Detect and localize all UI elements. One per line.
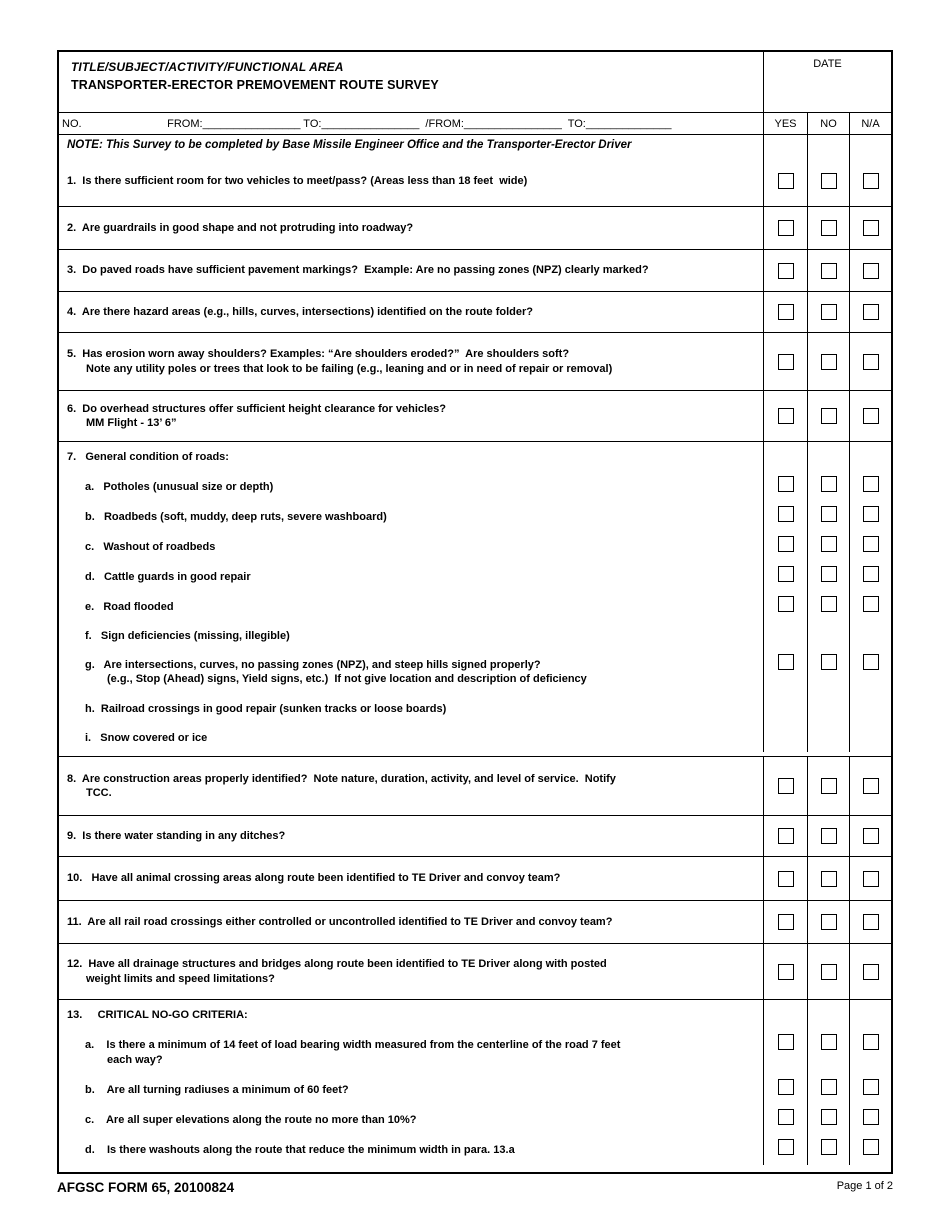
date-field[interactable]: DATE <box>763 52 891 112</box>
checkbox-5-yes[interactable] <box>778 354 794 370</box>
item-13-yes-cell <box>763 1000 807 1030</box>
item-5-yes-cell <box>763 333 807 390</box>
item-13a-yes-cell <box>763 1030 807 1075</box>
item-7a-yes-cell <box>763 472 807 502</box>
form-row-q2 <box>59 207 891 250</box>
item-13-text: 13. CRITICAL NO-GO CRITERIA: <box>67 1008 248 1021</box>
item-7b-yes-cell <box>763 502 807 532</box>
item-13b-text: b. Are all turning radiuses a minimum of 60 feet? <box>85 1083 349 1096</box>
form-row-q4 <box>59 292 891 333</box>
checkbox-7a-na[interactable] <box>863 476 879 492</box>
page-number: Page 1 of 2 <box>836 1180 893 1192</box>
form-item-7 <box>59 442 891 472</box>
checkbox-13b-na[interactable] <box>863 1079 879 1095</box>
item-7f-na-cell <box>849 622 891 650</box>
checkbox-8-yes[interactable] <box>778 778 794 794</box>
checkbox-7g-yes[interactable] <box>778 654 794 670</box>
checkbox-5-na[interactable] <box>863 354 879 370</box>
checkbox-8-no[interactable] <box>821 778 837 794</box>
form-item-12 <box>59 944 891 999</box>
item-7i-no-cell <box>807 724 849 752</box>
checkbox-7d-no[interactable] <box>821 566 837 582</box>
form-row-q6 <box>59 391 891 442</box>
form-item-1 <box>59 156 891 206</box>
item-7e-na-cell <box>849 592 891 622</box>
item-7b-na-cell <box>849 502 891 532</box>
item-7d-text: d. Cattle guards in good repair <box>85 570 251 583</box>
form-item-3 <box>59 250 891 291</box>
item-1-na-cell <box>849 156 891 206</box>
checkbox-7c-no[interactable] <box>821 536 837 552</box>
route-from-to-line[interactable]: NO. FROM:________________ TO:________________ /FROM:________________ TO:______________ <box>62 117 672 130</box>
checkbox-8-na[interactable] <box>863 778 879 794</box>
checkbox-10-yes[interactable] <box>778 871 794 887</box>
item-13c-text: c. Are all super elevations along the route no more than 10%? <box>85 1113 417 1126</box>
form-item-7c <box>59 532 891 562</box>
form-item-7i <box>59 724 891 752</box>
checkbox-6-no[interactable] <box>821 408 837 424</box>
item-7a-na-cell <box>849 472 891 502</box>
item-7c-yes-cell <box>763 532 807 562</box>
item-2-no-cell <box>807 207 849 249</box>
checkbox-13a-na[interactable] <box>863 1034 879 1050</box>
form-title: TRANSPORTER-ERECTOR PREMOVEMENT ROUTE SURVEY <box>71 78 439 92</box>
form-item-6 <box>59 391 891 441</box>
item-note-text: NOTE: This Survey to be completed by Base Missile Engineer Office and the Transporter-Erector Driver <box>67 139 632 151</box>
item-1-yes-cell <box>763 156 807 206</box>
item-10-no-cell <box>807 857 849 900</box>
checkbox-7g-na[interactable] <box>863 654 879 670</box>
checkbox-7c-na[interactable] <box>863 536 879 552</box>
item-5-na-cell <box>849 333 891 390</box>
form-row-q11 <box>59 901 891 944</box>
item-3-no-cell <box>807 250 849 291</box>
item-7d-na-cell <box>849 562 891 592</box>
item-13-no-cell <box>807 1000 849 1030</box>
item-7c-na-cell <box>849 532 891 562</box>
checkbox-12-na[interactable] <box>863 964 879 980</box>
form-item-11 <box>59 901 891 943</box>
column-header-no: NO <box>807 113 849 134</box>
item-13b-yes-cell <box>763 1075 807 1105</box>
form-row-q9 <box>59 816 891 857</box>
checkbox-9-na[interactable] <box>863 828 879 844</box>
form-row-q1 <box>59 156 891 207</box>
item-7i-yes-cell <box>763 724 807 752</box>
item-8-yes-cell <box>763 757 807 815</box>
item-9-na-cell <box>849 816 891 856</box>
form-item-13d <box>59 1135 891 1165</box>
item-7h-text: h. Railroad crossings in good repair (sunken tracks or loose boards) <box>85 702 447 715</box>
item-7i-na-cell <box>849 724 891 752</box>
form-item-7d <box>59 562 891 592</box>
form-row-q7 <box>59 442 891 757</box>
form-item-13b <box>59 1075 891 1105</box>
item-13a-na-cell <box>849 1030 891 1075</box>
item-13d-text: d. Is there washouts along the route that reduce the minimum width in para. 13.a <box>85 1143 515 1156</box>
item-13d-no-cell <box>807 1135 849 1165</box>
checkbox-4-yes[interactable] <box>778 304 794 320</box>
checkbox-7g-no[interactable] <box>821 654 837 670</box>
item-7a-no-cell <box>807 472 849 502</box>
form-row-q5 <box>59 333 891 391</box>
item-note-yes-cell <box>763 135 807 156</box>
checkbox-11-na[interactable] <box>863 914 879 930</box>
form-item-10 <box>59 857 891 900</box>
item-4-no-cell <box>807 292 849 332</box>
route-survey-form <box>57 50 893 1174</box>
item-13c-na-cell <box>849 1105 891 1135</box>
item-7g-text: g. Are intersections, curves, no passing zones (NPZ), and steep hills signed properly? (e.g., Stop (Ahead) signs, Yield signs, etc.) If not give location and description of deficiency <box>85 658 587 686</box>
item-2-yes-cell <box>763 207 807 249</box>
item-9-yes-cell <box>763 816 807 856</box>
item-13c-no-cell <box>807 1105 849 1135</box>
item-11-text: 11. Are all rail road crossings either controlled or uncontrolled identified to TE Driver and convoy team? <box>67 915 613 928</box>
item-11-yes-cell <box>763 901 807 943</box>
form-footer <box>57 1180 893 1195</box>
form-row-q13 <box>59 1000 891 1172</box>
checkbox-4-no[interactable] <box>821 304 837 320</box>
item-4-na-cell <box>849 292 891 332</box>
column-header-yes: YES <box>763 113 807 134</box>
form-row-q3 <box>59 250 891 292</box>
form-row-q8 <box>59 757 891 816</box>
form-item-5 <box>59 333 891 390</box>
checkbox-7e-no[interactable] <box>821 596 837 612</box>
checkbox-12-no[interactable] <box>821 964 837 980</box>
item-7h-no-cell <box>807 694 849 724</box>
item-12-text: 12. Have all drainage structures and bridges along route been identified to TE Driver along with posted weight limits and speed limitations? <box>67 958 607 985</box>
form-row-q10 <box>59 857 891 901</box>
checkbox-1-yes[interactable] <box>778 173 794 189</box>
form-item-note <box>59 135 891 156</box>
checkbox-7a-yes[interactable] <box>778 476 794 492</box>
item-7e-yes-cell <box>763 592 807 622</box>
form-item-13a <box>59 1030 891 1075</box>
item-7c-text: c. Washout of roadbeds <box>85 540 216 553</box>
item-7e-no-cell <box>807 592 849 622</box>
checkbox-11-yes[interactable] <box>778 914 794 930</box>
form-item-7e <box>59 592 891 622</box>
form-item-7a <box>59 472 891 502</box>
item-7f-yes-cell <box>763 622 807 650</box>
checkbox-1-no[interactable] <box>821 173 837 189</box>
checkbox-13c-na[interactable] <box>863 1109 879 1125</box>
checkbox-9-yes[interactable] <box>778 828 794 844</box>
item-11-na-cell <box>849 901 891 943</box>
item-7-no-cell <box>807 442 849 472</box>
item-7-na-cell <box>849 442 891 472</box>
item-7b-no-cell <box>807 502 849 532</box>
checkbox-7d-na[interactable] <box>863 566 879 582</box>
item-6-text: 6. Do overhead structures offer sufficient height clearance for vehicles? MM Flight - 13’ 6” <box>67 402 447 430</box>
item-12-na-cell <box>849 944 891 999</box>
item-13c-yes-cell <box>763 1105 807 1135</box>
item-13d-na-cell <box>849 1135 891 1165</box>
form-item-2 <box>59 207 891 249</box>
item-7-text: 7. General condition of roads: <box>67 450 229 463</box>
checkbox-2-yes[interactable] <box>778 220 794 236</box>
item-7a-text: a. Potholes (unusual size or depth) <box>85 480 274 493</box>
item-12-yes-cell <box>763 944 807 999</box>
checkbox-7d-yes[interactable] <box>778 566 794 582</box>
item-7g-na-cell <box>849 650 891 694</box>
item-9-text: 9. Is there water standing in any ditches? <box>67 829 286 842</box>
item-4-text: 4. Are there hazard areas (e.g., hills, curves, intersections) identified on the route folder? <box>67 305 533 318</box>
item-3-text: 3. Do paved roads have sufficient pavement markings? Example: Are no passing zones (NPZ) clearly marked? <box>67 264 649 277</box>
item-10-text: 10. Have all animal crossing areas along route been identified to TE Driver and convoy team? <box>67 872 561 885</box>
checkbox-7c-yes[interactable] <box>778 536 794 552</box>
item-13-na-cell <box>849 1000 891 1030</box>
title-block <box>59 52 763 112</box>
form-item-7f <box>59 622 891 650</box>
item-3-na-cell <box>849 250 891 291</box>
item-7e-text: e. Road flooded <box>85 600 174 613</box>
item-10-yes-cell <box>763 857 807 900</box>
checkbox-13c-yes[interactable] <box>778 1109 794 1125</box>
item-6-no-cell <box>807 391 849 441</box>
item-7g-yes-cell <box>763 650 807 694</box>
item-13d-yes-cell <box>763 1135 807 1165</box>
checkbox-13d-no[interactable] <box>821 1139 837 1155</box>
item-4-yes-cell <box>763 292 807 332</box>
checkbox-13b-no[interactable] <box>821 1079 837 1095</box>
form-item-7g <box>59 650 891 694</box>
checkbox-4-na[interactable] <box>863 304 879 320</box>
checkbox-3-na[interactable] <box>863 263 879 279</box>
item-11-no-cell <box>807 901 849 943</box>
checkbox-7a-no[interactable] <box>821 476 837 492</box>
item-7i-text: i. Snow covered or ice <box>85 731 208 744</box>
item-7h-na-cell <box>849 694 891 724</box>
item-13a-text: a. Is there a minimum of 14 feet of load bearing width measured from the centerline of the road 7 feet each way? <box>85 1039 621 1066</box>
item-note-no-cell <box>807 135 849 156</box>
checkbox-1-na[interactable] <box>863 173 879 189</box>
checkbox-13d-na[interactable] <box>863 1139 879 1155</box>
form-row-note <box>59 135 891 156</box>
item-13b-no-cell <box>807 1075 849 1105</box>
route-info-row <box>59 113 891 135</box>
form-item-13c <box>59 1105 891 1135</box>
form-item-9 <box>59 816 891 856</box>
checkbox-6-yes[interactable] <box>778 408 794 424</box>
column-header-na: N/A <box>849 113 891 134</box>
item-7b-text: b. Roadbeds (soft, muddy, deep ruts, severe washboard) <box>85 510 387 523</box>
form-row-q12 <box>59 944 891 1000</box>
checkbox-7e-na[interactable] <box>863 596 879 612</box>
item-8-text: 8. Are construction areas properly identified? Note nature, duration, activity, and level of service. Notify TCC. <box>67 772 616 800</box>
item-5-no-cell <box>807 333 849 390</box>
form-item-7h <box>59 694 891 724</box>
checkbox-13a-no[interactable] <box>821 1034 837 1050</box>
item-10-na-cell <box>849 857 891 900</box>
item-note-na-cell <box>849 135 891 156</box>
checkbox-13b-yes[interactable] <box>778 1079 794 1095</box>
form-body <box>59 135 891 1172</box>
checkbox-3-yes[interactable] <box>778 263 794 279</box>
item-12-no-cell <box>807 944 849 999</box>
item-6-na-cell <box>849 391 891 441</box>
item-13b-na-cell <box>849 1075 891 1105</box>
checkbox-13d-yes[interactable] <box>778 1139 794 1155</box>
form-item-13 <box>59 1000 891 1030</box>
checkbox-6-na[interactable] <box>863 408 879 424</box>
item-7g-no-cell <box>807 650 849 694</box>
item-7f-no-cell <box>807 622 849 650</box>
item-8-no-cell <box>807 757 849 815</box>
item-7h-yes-cell <box>763 694 807 724</box>
checkbox-7b-na[interactable] <box>863 506 879 522</box>
item-7f-text: f. Sign deficiencies (missing, illegible) <box>85 629 290 642</box>
form-number: AFGSC FORM 65, 20100824 <box>57 1180 235 1195</box>
item-7c-no-cell <box>807 532 849 562</box>
checkbox-7e-yes[interactable] <box>778 596 794 612</box>
checkbox-10-no[interactable] <box>821 871 837 887</box>
item-6-yes-cell <box>763 391 807 441</box>
item-8-na-cell <box>849 757 891 815</box>
checkbox-12-yes[interactable] <box>778 964 794 980</box>
form-item-4 <box>59 292 891 332</box>
title-area-label: TITLE/SUBJECT/ACTIVITY/FUNCTIONAL AREA <box>71 60 344 74</box>
checkbox-11-no[interactable] <box>821 914 837 930</box>
item-9-no-cell <box>807 816 849 856</box>
item-7d-no-cell <box>807 562 849 592</box>
form-header <box>59 52 891 113</box>
checkbox-7b-yes[interactable] <box>778 506 794 522</box>
item-2-text: 2. Are guardrails in good shape and not protruding into roadway? <box>67 221 414 234</box>
item-2-na-cell <box>849 207 891 249</box>
checkbox-9-no[interactable] <box>821 828 837 844</box>
checkbox-2-na[interactable] <box>863 220 879 236</box>
item-13a-no-cell <box>807 1030 849 1075</box>
checkbox-3-no[interactable] <box>821 263 837 279</box>
checkbox-13a-yes[interactable] <box>778 1034 794 1050</box>
item-1-no-cell <box>807 156 849 206</box>
form-item-7b <box>59 502 891 532</box>
item-7d-yes-cell <box>763 562 807 592</box>
checkbox-7b-no[interactable] <box>821 506 837 522</box>
item-1-text: 1. Is there sufficient room for two vehicles to meet/pass? (Areas less than 18 feet wide) <box>67 174 528 187</box>
checkbox-10-na[interactable] <box>863 871 879 887</box>
item-5-text: 5. Has erosion worn away shoulders? Examples: “Are shoulders eroded?” Are shoulders soft? Note any utility poles or trees that look to be failing (e.g., leaning and or in need of repair or removal) <box>67 348 613 375</box>
item-7-yes-cell <box>763 442 807 472</box>
item-3-yes-cell <box>763 250 807 291</box>
checkbox-13c-no[interactable] <box>821 1109 837 1125</box>
checkbox-2-no[interactable] <box>821 220 837 236</box>
form-item-8 <box>59 757 891 815</box>
checkbox-5-no[interactable] <box>821 354 837 370</box>
